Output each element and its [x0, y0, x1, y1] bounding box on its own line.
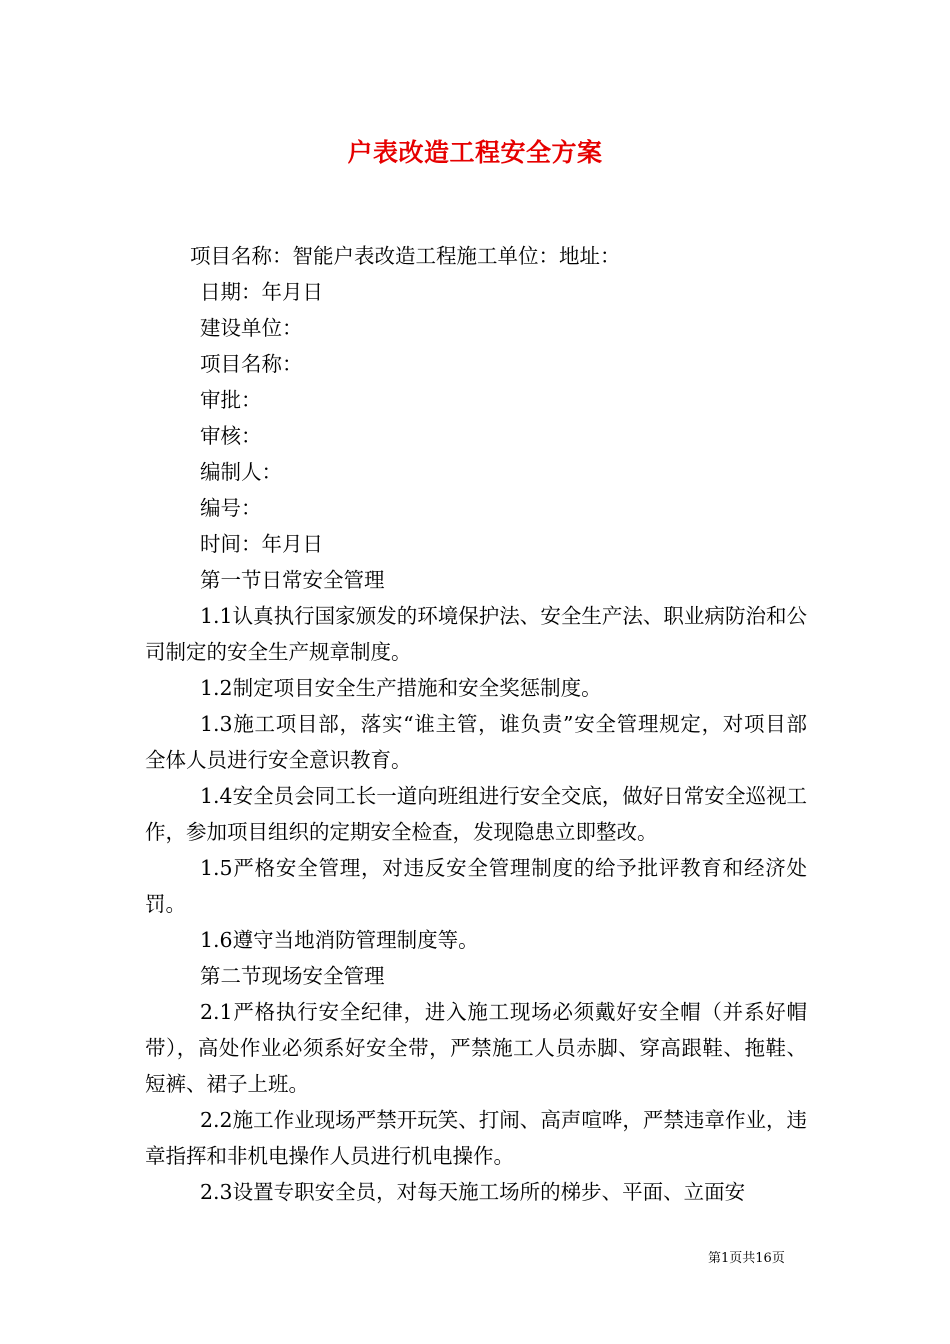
paragraph: 1.3施工项目部，落实“谁主管，谁负责”安全管理规定，对项目部全体人员进行安全意识教育。: [145, 712, 807, 772]
paragraph: 1.1认真执行国家颁发的环境保护法、安全生产法、职业病防治和公司制定的安全生产规章制度。: [145, 604, 807, 664]
section-heading: 第一节日常安全管理: [200, 568, 385, 592]
header-line-approval: 审批：: [200, 388, 262, 412]
section-heading: 第二节现场安全管理: [200, 964, 385, 988]
header-line-author: 编制人：: [200, 460, 282, 484]
header-line-builder: 建设单位：: [200, 316, 303, 340]
document-title: 户表改造工程安全方案: [347, 138, 603, 167]
page-number: 第1页共16页: [708, 1251, 785, 1266]
paragraph: 2.3设置专职安全员，对每天施工场所的梯步、平面、立面安: [200, 1180, 746, 1204]
paragraph: 1.5严格安全管理，对违反安全管理制度的给予批评教育和经济处罚。: [145, 856, 807, 916]
header-line-project-info: 项目名称：智能户表改造工程施工单位：地址：: [190, 244, 621, 268]
document-body: [145, 238, 807, 1210]
header-line-time: 时间：年月日: [200, 532, 323, 556]
paragraph: 1.2制定项目安全生产措施和安全奖惩制度。: [200, 676, 602, 700]
header-line-project-name: 项目名称：: [200, 352, 303, 376]
header-line-number: 编号：: [200, 496, 262, 520]
header-line-date: 日期：年月日: [200, 280, 323, 304]
paragraph: 2.1严格执行安全纪律，进入施工现场必须戴好安全帽（并系好帽带），高处作业必须系好安全带，严禁施工人员赤脚、穿高跟鞋、拖鞋、短裤、裙子上班。: [145, 1000, 807, 1096]
paragraph: 2.2施工作业现场严禁开玩笑、打闹、高声喧哗，严禁违章作业，违章指挥和非机电操作人员进行机电操作。: [145, 1108, 807, 1168]
paragraph: 1.6遵守当地消防管理制度等。: [200, 928, 479, 952]
paragraph: 1.4安全员会同工长一道向班组进行安全交底，做好日常安全巡视工作，参加项目组织的定期安全检查，发现隐患立即整改。: [145, 784, 807, 844]
header-line-review: 审核：: [200, 424, 262, 448]
